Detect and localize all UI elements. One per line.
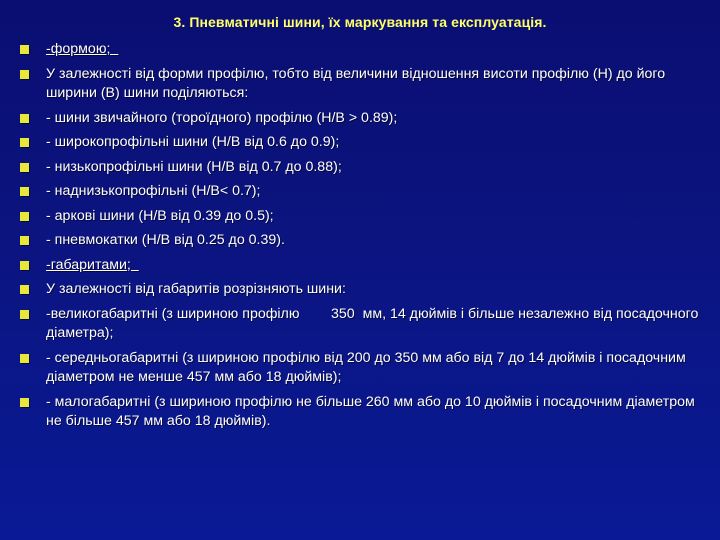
bullet-item (20, 256, 706, 276)
bullet-item (20, 349, 706, 388)
bullet-text: -габаритами; (46, 256, 139, 273)
bullet-text: - пневмокатки (Н/В від 0.25 до 0.39). (46, 232, 285, 248)
square-bullet-icon (20, 187, 29, 196)
square-bullet-icon (20, 285, 29, 294)
bullet-item (20, 280, 706, 300)
square-bullet-icon (20, 236, 29, 245)
bullet-text: -формою; (46, 41, 119, 57)
bullet-text: - низькопрофільні шини (Н/В від 0.7 до 0.88); (46, 158, 342, 175)
bullet-text: - середньогабаритні (з шириною профілю від 200 до 350 мм або від 7 до 14 дюймів і посадочним діаметром не менше 457 мм або 18 дюймів); (46, 349, 686, 385)
bullet-item (20, 305, 706, 344)
bullet-item (20, 393, 706, 432)
square-bullet-icon (20, 398, 29, 407)
bullet-item (20, 40, 706, 60)
bullet-list (20, 40, 706, 437)
bullet-text: - аркові шини (Н/В від 0.39 до 0.5); (46, 207, 274, 224)
bullet-text: У залежності від форми профілю, тобто від величини відношення висоти профілю (Н) до його ширини (В) шини поділяються: (46, 65, 666, 101)
bullet-item (20, 231, 706, 251)
bullet-item (20, 65, 706, 104)
bullet-text: - широкопрофільні шини (Н/В від 0.6 до 0.9); (46, 134, 340, 150)
bullet-text: -великогабаритні (з шириною профілю 350 мм, 14 дюймів і більше незалежно від посадочного діаметра); (46, 305, 703, 341)
bullet-item (20, 109, 706, 129)
bullet-text: - наднизькопрофільні (Н/В< 0.7); (46, 183, 261, 199)
bullet-text: У залежності від габаритів розрізняють шини: (46, 281, 346, 297)
square-bullet-icon (20, 261, 29, 270)
square-bullet-icon (20, 212, 29, 221)
bullet-item (20, 207, 706, 227)
square-bullet-icon (20, 138, 29, 147)
square-bullet-icon (20, 163, 29, 172)
bullet-text: - малогабаритні (з шириною профілю не більше 260 мм або до 10 дюймів і посадочним діаметром не більше 457 мм або 18 дюймів). (46, 393, 695, 429)
bullet-item (20, 133, 706, 153)
bullet-item (20, 158, 706, 178)
square-bullet-icon (20, 114, 29, 123)
square-bullet-icon (20, 70, 29, 79)
bullet-item (20, 182, 706, 202)
bullet-text: - шини звичайного (тороїдного) профілю (Н/В > 0.89); (46, 109, 398, 126)
square-bullet-icon (20, 354, 29, 363)
square-bullet-icon (20, 45, 29, 54)
square-bullet-icon (20, 310, 29, 319)
slide-title: 3. Пневматичні шини, їх маркування та експлуатація. (173, 14, 547, 30)
